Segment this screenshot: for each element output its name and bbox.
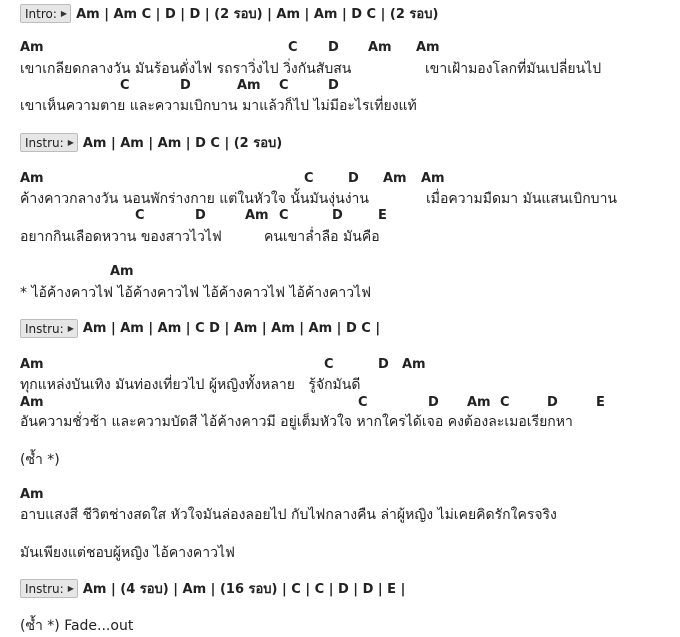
instru-tag[interactable] [20,133,78,152]
instru-chords: Am | Am | Am | D C | (2 รอบ) [82,136,283,151]
instru-chords: Am | (4 รอบ) | Am | (16 รอบ) | C | C | D | D | E | [82,582,406,597]
instru-tag-label: Instru: [25,581,64,596]
chord: D [328,78,339,93]
chord: E [596,395,605,410]
chord: D [428,395,439,410]
instru-tag-label: Instru: [25,135,64,150]
lyric-line: เขาเกลียดกลางวัน มันร้อนดั่งไฟ รถราวิ่งไป วิ่งกันสับสน [20,61,352,77]
chord: C [279,208,289,223]
chord: C [500,395,510,410]
chord: Am [416,40,440,55]
lyric-line: คนเขาล่ำลือ มันคือ [264,229,380,245]
instru-tag[interactable] [20,319,78,338]
repeat-marker: (ซ้ำ *) [20,452,60,468]
instru-tag[interactable] [20,579,78,598]
chord: Am [20,395,44,410]
chord: D [328,40,339,55]
chord: Am [421,171,445,186]
repeat-marker: (ซ้ำ *) Fade...out [20,618,134,634]
chord: Am [110,264,134,279]
lyric-line: อาบแสงสี ชีวิตช่างสดใส หัวใจมันล่องลอยไป กับไฟกลางคืน ล่าผู้หญิง ไม่เคยคิดรักใครจริง [20,507,557,523]
chord: C [304,171,314,186]
chord: D [332,208,343,223]
play-arrow-icon: ▶ [67,138,74,147]
chord: Am [383,171,407,186]
lyric-line: ค้างคาวกลางวัน นอนพักร่างกาย แต่ในหัวใจ นั้นมันงุ่นง่าน [20,191,369,207]
chord: E [378,208,387,223]
chord: Am [20,357,44,372]
chord: Am [20,171,44,186]
instru-line-2 [20,319,380,338]
play-arrow-icon: ▶ [60,9,68,18]
instru-line-1 [20,132,282,153]
intro-chords: Am | Am C | D | D | (2 รอบ) | Am | Am | D C | (2 รอบ) [76,7,439,22]
lyric-line: อันความชั่วช้า และความบัดสี ไอ้ค้างคาวมี อยู่เต็มหัวใจ หากใครได้เจอ คงต้องละเมอเรียกหา [20,414,573,430]
chord: Am [20,487,44,502]
chord: Am [245,208,269,223]
intro-tag-label: Intro: [25,6,57,21]
chord: D [547,395,558,410]
instru-tag-label: Instru: [25,321,64,336]
chord: C [279,78,289,93]
chord: Am [237,78,261,93]
chord: Am [368,40,392,55]
chord: D [378,357,389,372]
chord: C [120,78,130,93]
lyric-line: ทุกแหล่งบันเทิง มันท่องเที่ยวไป ผู้หญิงทั้งหลาย รู้จักมันดี [20,377,361,393]
chord: Am [467,395,491,410]
lyric-line: เขาเฝ้ามองโลกที่มันเปลี่ยนไป [425,61,602,77]
lyric-line: อยากกินเลือดหวาน ของสาวไวไฟ [20,229,222,245]
play-arrow-icon: ▶ [67,584,74,593]
chord: D [180,78,191,93]
lyric-line: * ไอ้ค้างคาวไฟ ไอ้ค้างคาวไฟ ไอ้ค้างคาวไฟ ไอ้ค้างคาวไฟ [20,285,372,301]
chord: C [358,395,368,410]
lyric-line: มันเพียงแต่ชอบผู้หญิง ไอ้คางคาวไฟ [20,545,235,561]
intro-tag[interactable] [20,4,71,23]
play-arrow-icon: ▶ [67,324,74,333]
chord: C [135,208,145,223]
instru-chords: Am | Am | Am | C D | Am | Am | Am | D C | [82,321,381,336]
chord: C [288,40,298,55]
lyric-line: เมื่อความมืดมา มันแสนเบิกบาน [426,191,618,207]
chord: Am [20,40,44,55]
intro-line [20,3,438,24]
chord: Am [402,357,426,372]
instru-line-3 [20,578,405,599]
chord: D [348,171,359,186]
chord: C [324,357,334,372]
chord: D [195,208,206,223]
lyric-line: เขาเห็นความตาย และความเบิกบาน มาแล้วก็ไป ไม่มีอะไรเที่ยงแท้ [20,98,417,114]
